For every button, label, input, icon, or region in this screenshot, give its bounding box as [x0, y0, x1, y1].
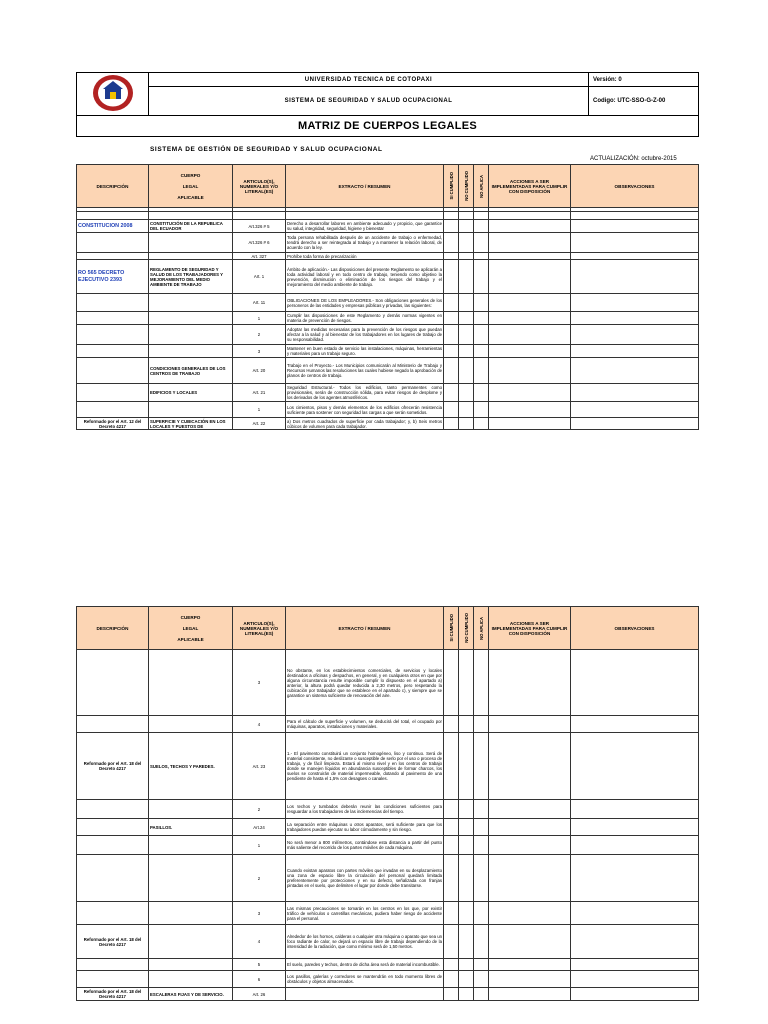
acciones-cell[interactable]	[489, 855, 571, 902]
articulo-cell	[233, 212, 286, 220]
extracto-cell: Derecho a desarrollar labores en ambiente adecuado y propicio, que garantice su salud, integridad, seguridad, higiene y bienestar	[287, 221, 442, 231]
table-row	[77, 800, 699, 819]
extracto-cell: Adoptar las medidas necesarias para la prevención de los riesgos que puedan afectar a la salud y al bienestar de los trabajadores en los lugares de trabajo de su responsabilidad.	[286, 325, 444, 345]
no-aplica-cell[interactable]	[474, 925, 489, 959]
no-cumplido-cell[interactable]	[459, 253, 474, 260]
descripcion-cell	[77, 836, 149, 855]
table-row	[77, 971, 699, 988]
col-articulo: ARTICULO(S), NUMERALES Y/O LITERAL(ES)	[233, 165, 286, 208]
observaciones-cell[interactable]	[571, 988, 699, 1001]
cuerpo-legal-cell	[149, 971, 233, 988]
observaciones-cell[interactable]	[571, 212, 699, 220]
col-extracto: EXTRACTO / RESUMEN	[286, 607, 444, 650]
descripcion-cell	[77, 959, 149, 971]
observaciones-cell[interactable]	[571, 650, 699, 716]
no-cumplido-cell[interactable]	[459, 312, 474, 325]
col-cuerpo-line1: CUERPO	[180, 614, 201, 620]
no-cumplido-cell[interactable]	[459, 733, 474, 800]
table-row	[77, 325, 699, 345]
col-cuerpo-line3: APLICABLE	[177, 636, 204, 642]
col-extracto: EXTRACTO / RESUMEN	[286, 165, 444, 208]
descripcion-cell	[77, 345, 149, 358]
observaciones-cell[interactable]	[571, 260, 699, 294]
observaciones-cell[interactable]	[571, 358, 699, 384]
no-cumplido-cell[interactable]	[459, 971, 474, 988]
col-si-label: SI CUMPLIDO	[448, 614, 454, 642]
articulo-cell: Art. 20	[233, 358, 286, 384]
articulo-cell: 1	[233, 312, 286, 325]
articulo-cell: 2	[233, 800, 286, 819]
university-logo-icon	[91, 73, 135, 113]
extracto-cell: 1.- El pavimento constituirá un conjunto homogéneo, liso y continuo. Será de material consistente, no deslizante o susceptible de serlo por el uso o proceso de trabajo, y de fácil limpieza. Estará al mismo nivel y en los centros de trabajo donde se manejen líquidos en abundancia susceptibles de formar charcos, los suelos se construirán de material impermeable, dotando al pavimento de una pendiente de hasta el 1,5% con desagües o canales.	[286, 733, 444, 800]
no-aplica-cell[interactable]	[474, 836, 489, 855]
table-row	[77, 855, 699, 902]
descripcion-cell: RO 565 DECRETO EJECUTIVO 2393	[77, 260, 149, 294]
cuerpo-legal-cell	[149, 925, 233, 959]
si-cumplido-cell[interactable]	[444, 716, 459, 733]
col-si-cumplido	[444, 165, 459, 208]
extracto-cell: Prohíbe toda forma de precarización	[286, 253, 444, 260]
observaciones-cell[interactable]	[571, 253, 699, 260]
no-aplica-cell[interactable]	[474, 253, 489, 260]
acciones-cell[interactable]	[489, 294, 571, 312]
no-aplica-cell[interactable]	[474, 233, 489, 253]
articulo-cell: 2	[233, 325, 286, 345]
si-cumplido-cell[interactable]	[444, 959, 459, 971]
col-observaciones: OBSERVACIONES	[571, 165, 699, 208]
descripcion-cell	[77, 294, 149, 312]
col-cuerpo-line2: LEGAL	[182, 183, 199, 189]
acciones-cell[interactable]	[489, 902, 571, 925]
acciones-cell[interactable]	[489, 959, 571, 971]
no-aplica-cell[interactable]	[474, 902, 489, 925]
no-aplica-cell[interactable]	[474, 855, 489, 902]
descripcion-cell	[77, 800, 149, 819]
col-cuerpo-line3: APLICABLE	[177, 194, 204, 200]
extracto-cell: Los cimientos, pisos y demás elementos de los edificios ofrecerán resistencia suficiente para sostener con seguridad las cargas a que serán sometidos.	[286, 402, 444, 418]
acciones-cell[interactable]	[489, 402, 571, 418]
articulo-cell: 3	[233, 345, 286, 358]
extracto-cell: Trabajo en el Proyecto.- Los Municipios comunicarán al Ministerio de Trabajo y Recursos Humanos las resoluciones las cuales hubiese negado la aprobación de planos de centros de trabajo.	[286, 358, 444, 384]
no-cumplido-cell[interactable]	[459, 418, 474, 430]
si-cumplido-cell[interactable]	[444, 358, 459, 384]
observaciones-cell[interactable]	[571, 345, 699, 358]
col-no-label: NO CUMPLIDO	[463, 171, 469, 201]
acciones-cell[interactable]	[489, 836, 571, 855]
acciones-cell[interactable]	[489, 345, 571, 358]
si-cumplido-cell[interactable]	[444, 902, 459, 925]
col-na-label: NO APLICA	[478, 616, 484, 640]
acciones-cell[interactable]	[489, 819, 571, 836]
no-cumplido-cell[interactable]	[459, 384, 474, 402]
no-aplica-cell[interactable]	[474, 345, 489, 358]
observaciones-cell[interactable]	[571, 902, 699, 925]
si-cumplido-cell[interactable]	[444, 253, 459, 260]
col-no-cumplido	[459, 607, 474, 650]
col-na-label: NO APLICA	[478, 174, 484, 198]
acciones-cell[interactable]	[489, 988, 571, 1001]
table-row	[77, 358, 699, 384]
extracto-cell: Las mismas precauciones se tomarán en los centros en los que, por existir tráfico de vehículos o carretillas mecánicas, pudiera haber riesgo de accidente para el personal.	[286, 902, 444, 925]
col-si-label: SI CUMPLIDO	[448, 172, 454, 200]
observaciones-cell[interactable]	[571, 220, 699, 233]
articulo-cell: 3	[233, 650, 286, 716]
si-cumplido-cell[interactable]	[444, 836, 459, 855]
si-cumplido-cell[interactable]	[444, 212, 459, 220]
acciones-cell[interactable]	[489, 212, 571, 220]
observaciones-cell[interactable]	[571, 312, 699, 325]
descripcion-cell	[77, 212, 149, 220]
si-cumplido-cell[interactable]	[444, 294, 459, 312]
no-aplica-cell[interactable]	[474, 325, 489, 345]
no-aplica-cell[interactable]	[474, 294, 489, 312]
cuerpo-legal-cell	[149, 855, 233, 902]
extracto-cell: La separación entre máquinas u otros aparatos, será suficiente para que los trabajadores puedan ejecutar su labor cómodamente y sin riesgo.	[286, 819, 444, 836]
descripcion-cell	[77, 402, 149, 418]
no-aplica-cell[interactable]	[474, 988, 489, 1001]
observaciones-cell[interactable]	[571, 325, 699, 345]
table-row	[77, 233, 699, 253]
observaciones-cell[interactable]	[571, 294, 699, 312]
si-cumplido-cell[interactable]	[444, 733, 459, 800]
extracto-cell: Alrededor de los hornos, calderas o cualquier otra máquina o aparato que sea un foco radiante de calor, se dejará un espacio libre de trabajo dependiendo de la intensidad de la radiación, que como mínimo será de 1,50 metros.	[286, 925, 444, 959]
extracto-cell	[286, 212, 444, 220]
articulo-cell: Art.24	[233, 819, 286, 836]
no-cumplido-cell[interactable]	[459, 358, 474, 384]
cuerpo-legal-cell	[149, 212, 233, 220]
articulo-cell: Art.326 # 6	[233, 233, 286, 253]
acciones-cell[interactable]	[489, 925, 571, 959]
table-row	[77, 384, 699, 402]
no-cumplido-cell[interactable]	[459, 836, 474, 855]
col-descripcion: DESCRIPCIÓN	[77, 607, 149, 650]
extracto-cell	[286, 988, 444, 1001]
col-no-label: NO CUMPLIDO	[463, 613, 469, 643]
acciones-cell[interactable]	[489, 716, 571, 733]
system-name: SISTEMA DE SEGURIDAD Y SALUD OCUPACIONAL	[149, 87, 589, 116]
observaciones-cell[interactable]	[571, 855, 699, 902]
descripcion-cell	[77, 819, 149, 836]
si-cumplido-cell[interactable]	[444, 312, 459, 325]
no-cumplido-cell[interactable]	[459, 650, 474, 716]
col-acciones: ACCIONES A SER IMPLEMENTADAS PARA CUMPLIR CON DISPOSICIÓN	[489, 607, 571, 650]
no-aplica-cell[interactable]	[474, 800, 489, 819]
observaciones-cell[interactable]	[571, 800, 699, 819]
col-cuerpo-line2: LEGAL	[182, 625, 199, 631]
document-header	[76, 72, 699, 137]
cuerpo-legal-cell	[149, 312, 233, 325]
no-aplica-cell[interactable]	[474, 650, 489, 716]
table-row	[77, 418, 699, 430]
si-cumplido-cell[interactable]	[444, 384, 459, 402]
observaciones-cell[interactable]	[571, 384, 699, 402]
no-cumplido-cell[interactable]	[459, 212, 474, 220]
descripcion-cell	[77, 312, 149, 325]
col-no-aplica	[474, 607, 489, 650]
descripcion-cell	[77, 233, 149, 253]
no-cumplido-cell[interactable]	[459, 402, 474, 418]
col-cuerpo	[149, 607, 233, 650]
col-acciones: ACCIONES A SER IMPLEMENTADAS PARA CUMPLIR CON DISPOSICIÓN	[489, 165, 571, 208]
descripcion-cell	[77, 325, 149, 345]
col-si-cumplido	[444, 607, 459, 650]
legal-matrix-table-2	[76, 606, 699, 1001]
table-row	[77, 260, 699, 294]
extracto-cell: No será menor a 800 milímetros, contándose esta distancia a partir del punto más saliente del recorrido de los partes móviles de cada máquina.	[286, 836, 444, 855]
descripcion-cell	[77, 253, 149, 260]
acciones-cell[interactable]	[489, 650, 571, 716]
no-aplica-cell[interactable]	[474, 384, 489, 402]
observaciones-cell[interactable]	[571, 971, 699, 988]
descripcion-cell	[77, 650, 149, 716]
acciones-cell[interactable]	[489, 260, 571, 294]
no-aplica-cell[interactable]	[474, 819, 489, 836]
observaciones-cell[interactable]	[571, 733, 699, 800]
si-cumplido-cell[interactable]	[444, 971, 459, 988]
university-name: UNIVERSIDAD TECNICA DE COTOPAXI	[149, 73, 589, 87]
cuerpo-legal-cell	[149, 800, 233, 819]
si-cumplido-cell[interactable]	[444, 855, 459, 902]
articulo-cell: 1	[233, 402, 286, 418]
descripcion-cell: CONSTITUCION 2008	[77, 220, 149, 233]
no-cumplido-cell[interactable]	[459, 959, 474, 971]
si-cumplido-cell[interactable]	[444, 819, 459, 836]
col-cuerpo	[149, 165, 233, 208]
no-aplica-cell[interactable]	[474, 212, 489, 220]
no-cumplido-cell[interactable]	[459, 294, 474, 312]
no-cumplido-cell[interactable]	[459, 925, 474, 959]
acciones-cell[interactable]	[489, 233, 571, 253]
table-row	[77, 836, 699, 855]
table-header-row	[77, 165, 699, 208]
document-code: Codigo: UTC-SSO-G-Z-00	[589, 87, 699, 116]
table-row	[77, 959, 699, 971]
no-aplica-cell[interactable]	[474, 402, 489, 418]
observaciones-cell[interactable]	[571, 925, 699, 959]
page-title: MATRIZ DE CUERPOS LEGALES	[77, 116, 699, 137]
cuerpo-legal-cell	[149, 959, 233, 971]
articulo-cell: Art.326 # 5	[233, 220, 286, 233]
col-no-aplica	[474, 165, 489, 208]
cuerpo-legal-cell	[149, 325, 233, 345]
si-cumplido-cell[interactable]	[444, 345, 459, 358]
no-cumplido-cell[interactable]	[459, 716, 474, 733]
extracto-cell: OBLIGACIONES DE LOS EMPLEADORES.- Son obligaciones generales de los personeros de las entidades y empresas públicas y privadas, las siguientes:	[286, 294, 444, 312]
no-cumplido-cell[interactable]	[459, 988, 474, 1001]
table-row	[77, 819, 699, 836]
no-aplica-cell[interactable]	[474, 971, 489, 988]
subtitle: SISTEMA DE GESTIÓN DE SEGURIDAD Y SALUD OCUPACIONAL	[150, 146, 383, 153]
articulo-cell: 6	[233, 971, 286, 988]
table-row	[77, 294, 699, 312]
no-cumplido-cell[interactable]	[459, 855, 474, 902]
articulo-cell: 4	[233, 925, 286, 959]
no-cumplido-cell[interactable]	[459, 233, 474, 253]
si-cumplido-cell[interactable]	[444, 220, 459, 233]
col-cuerpo-line1: CUERPO	[180, 172, 201, 178]
no-cumplido-cell[interactable]	[459, 325, 474, 345]
cuerpo-legal-cell: SUPERFICIE Y CUBICACIÓN EN LOS LOCALES Y PUESTOS DE	[149, 418, 233, 430]
observaciones-cell[interactable]	[571, 418, 699, 430]
table-row	[77, 988, 699, 1001]
extracto-cell: Los pasillos, galerías y corredores se mantendrán en todo momento libres de obstáculos y objetos almacenados.	[286, 971, 444, 988]
articulo-cell: 3	[233, 902, 286, 925]
extracto-cell: Ámbito de aplicación.- Las disposiciones del presente Reglamento se aplicarán a toda actividad laboral y en todo centro de trabajo, teniendo como objetivo la prevención, disminución o eliminación de los riesgos del trabajo y el mejoramiento del medio ambiente de trabajo.	[286, 260, 444, 294]
si-cumplido-cell[interactable]	[444, 800, 459, 819]
cuerpo-legal-cell	[149, 233, 233, 253]
observaciones-cell[interactable]	[571, 233, 699, 253]
version-label: Versión: 0	[589, 73, 699, 87]
extracto-cell: Toda persona rehabilitada después de un accidente de trabajo o enfermedad, tendrá derecho a ser reintegrada al trabajo y a mantener la relación laboral, de acuerdo con la ley.	[286, 233, 444, 253]
articulo-cell: Art. 21	[233, 384, 286, 402]
acciones-cell[interactable]	[489, 220, 571, 233]
cuerpo-legal-cell: PASILLOS.	[149, 819, 233, 836]
extracto-cell: Para el cálculo de superficie y volumen, se deducirá del total, el ocupado por máquinas, aparatos, instalaciones y materiales.	[286, 716, 444, 733]
no-aplica-cell[interactable]	[474, 260, 489, 294]
si-cumplido-cell[interactable]	[444, 650, 459, 716]
cuerpo-legal-cell: CONSTITUCIÓN DE LA REPUBLICA DEL ECUADOR	[149, 220, 233, 233]
observaciones-cell[interactable]	[571, 402, 699, 418]
descripcion-cell: Reformado por el Art. 12 del Decreto 4217	[77, 418, 149, 430]
cuerpo-legal-cell: ESCALERAS FIJAS Y DE SERVICIO.	[149, 988, 233, 1001]
no-aplica-cell[interactable]	[474, 312, 489, 325]
descripcion-cell: Reformado por el Art. 18 del Decreto 4217	[77, 733, 149, 800]
no-cumplido-cell[interactable]	[459, 902, 474, 925]
articulo-cell: Art. 22	[233, 418, 286, 430]
col-descripcion: DESCRIPCIÓN	[77, 165, 149, 208]
observaciones-cell[interactable]	[571, 819, 699, 836]
acciones-cell[interactable]	[489, 358, 571, 384]
acciones-cell[interactable]	[489, 384, 571, 402]
table-row	[77, 312, 699, 325]
legal-matrix-table-1	[76, 164, 699, 430]
table-row	[77, 402, 699, 418]
cuerpo-legal-cell: REGLAMENTO DE SEGURIDAD Y SALUD DE LOS TRABAJADORES Y MEJORAMIENTO DEL MEDIO AMBIENTE DE TRABAJO	[149, 260, 233, 294]
cuerpo-legal-cell	[149, 836, 233, 855]
table-row	[77, 902, 699, 925]
logo-cell	[77, 73, 149, 116]
cuerpo-legal-cell	[149, 253, 233, 260]
cuerpo-legal-cell	[149, 650, 233, 716]
articulo-cell: Art. 1	[233, 260, 286, 294]
col-articulo: ARTICULO(S), NUMERALES Y/O LITERAL(ES)	[233, 607, 286, 650]
observaciones-cell[interactable]	[571, 716, 699, 733]
descripcion-cell	[77, 971, 149, 988]
no-cumplido-cell[interactable]	[459, 345, 474, 358]
col-no-cumplido	[459, 165, 474, 208]
table-row	[77, 716, 699, 733]
si-cumplido-cell[interactable]	[444, 260, 459, 294]
acciones-cell[interactable]	[489, 971, 571, 988]
si-cumplido-cell[interactable]	[444, 418, 459, 430]
table-row	[77, 345, 699, 358]
si-cumplido-cell[interactable]	[444, 402, 459, 418]
no-cumplido-cell[interactable]	[459, 260, 474, 294]
extracto-cell: El suelo, paredes y techos, dentro de dicha área será de material incombustible.	[286, 959, 444, 971]
extracto-cell: Seguridad Estructural.- Todos los edificios, tanto permanentes como provisionales, serán de construcción sólida, para evitar riesgos de desplome y los derivados de los agentes atmosféricos.	[287, 385, 442, 400]
acciones-cell[interactable]	[489, 800, 571, 819]
no-aplica-cell[interactable]	[474, 733, 489, 800]
no-aplica-cell[interactable]	[474, 220, 489, 233]
table-row	[77, 253, 699, 260]
extracto-cell: a) Dos metros cuadrados de superficie por cada trabajador; y, b) Seis metros cúbicos de volumen para cada trabajador.	[287, 418, 442, 429]
acciones-cell[interactable]	[489, 312, 571, 325]
extracto-cell: Cumplir las disposiciones de este Reglamento y demás normas vigentes en materia de prevención de riesgos.	[287, 313, 442, 323]
table-header-row	[77, 607, 699, 650]
si-cumplido-cell[interactable]	[444, 925, 459, 959]
extracto-cell: Mantener en buen estado de servicio las instalaciones, máquinas, herramientas y materiales para un trabajo seguro.	[287, 346, 442, 356]
si-cumplido-cell[interactable]	[444, 325, 459, 345]
articulo-cell: Art. 327	[233, 253, 286, 260]
cuerpo-legal-cell: EDIFICIOS Y LOCALES	[149, 384, 233, 402]
update-date: ACTUALIZACIÓN: octubre-2015	[590, 156, 677, 162]
cuerpo-legal-cell	[149, 294, 233, 312]
descripcion-cell	[77, 716, 149, 733]
table-row	[77, 650, 699, 716]
extracto-cell: Cuando existan aparatos con partes móviles que invadan en su desplazamiento una zona de espacio libre la circulación del personal quedará limitada preferentemente por protecciones y en su defecto, señalizada con franjas pintadas en el suelo, que delimiten el lugar por donde debe transitarse.	[286, 855, 444, 902]
cuerpo-legal-cell: SUELOS, TECHOS Y PAREDES.	[149, 733, 233, 800]
table-row	[77, 212, 699, 220]
no-aplica-cell[interactable]	[474, 959, 489, 971]
acciones-cell[interactable]	[489, 418, 571, 430]
observaciones-cell[interactable]	[571, 836, 699, 855]
table-row	[77, 925, 699, 959]
acciones-cell[interactable]	[489, 253, 571, 260]
articulo-cell: Art. 11	[233, 294, 286, 312]
extracto-cell: Los techos y tumbados deberán reunir las condiciones suficientes para resguardar a los trabajadores de las inclemencias del tiempo.	[286, 800, 444, 819]
cuerpo-legal-cell	[149, 902, 233, 925]
articulo-cell: 1	[233, 836, 286, 855]
cuerpo-legal-cell: CONDICIONES GENERALES DE LOS CENTROS DE TRABAJO	[149, 358, 233, 384]
col-observaciones: OBSERVACIONES	[571, 607, 699, 650]
acciones-cell[interactable]	[489, 733, 571, 800]
descripcion-cell	[77, 855, 149, 902]
extracto-cell: No obstante, en los establecimientos comerciales, de servicios y locales destinados a oficinas y despachos, en general, y en cualquiera otros en que por alguna circunstancia resulte imposible cumplir lo dispuesto en el apartado a) anterior, la altura podrá quedar reducida a 2,30 metros, pero respetando la cubicación por trabajador que se establece en el apartado c), y siempre que se garantice un sistema suficiente de renovación del aire.	[286, 650, 444, 716]
acciones-cell[interactable]	[489, 325, 571, 345]
descripcion-cell: Reformado por el Art. 18 del Decreto 4217	[77, 925, 149, 959]
table-row	[77, 220, 699, 233]
articulo-cell: 5	[233, 959, 286, 971]
si-cumplido-cell[interactable]	[444, 988, 459, 1001]
no-aplica-cell[interactable]	[474, 716, 489, 733]
descripcion-cell	[77, 384, 149, 402]
table-row	[77, 733, 699, 800]
descripcion-cell: Reformado por el Art. 18 del Decreto 4217	[77, 988, 149, 1001]
cuerpo-legal-cell	[149, 345, 233, 358]
descripcion-cell	[77, 902, 149, 925]
cuerpo-legal-cell	[149, 716, 233, 733]
no-aplica-cell[interactable]	[474, 358, 489, 384]
no-cumplido-cell[interactable]	[459, 800, 474, 819]
observaciones-cell[interactable]	[571, 959, 699, 971]
no-cumplido-cell[interactable]	[459, 819, 474, 836]
articulo-cell: Art. 23	[233, 733, 286, 800]
articulo-cell: 4	[233, 716, 286, 733]
articulo-cell: Art. 26	[233, 988, 286, 1001]
si-cumplido-cell[interactable]	[444, 233, 459, 253]
descripcion-cell	[77, 358, 149, 384]
no-aplica-cell[interactable]	[474, 418, 489, 430]
no-cumplido-cell[interactable]	[459, 220, 474, 233]
articulo-cell: 2	[233, 855, 286, 902]
cuerpo-legal-cell	[149, 402, 233, 418]
